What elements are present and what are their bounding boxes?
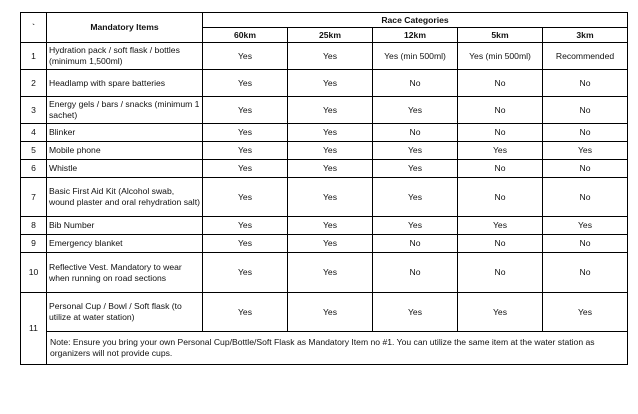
table-row [21,160,628,178]
item-name: Energy gels / bars / snacks (minimum 1 sachet) [47,97,203,124]
value-cell: Yes [288,97,373,124]
value-cell: Yes [288,142,373,160]
row-number: 10 [21,253,47,293]
value-cell: No [543,178,628,217]
mandatory-items-table [20,12,628,365]
category-header: 25km [288,28,373,43]
value-cell: Yes [203,97,288,124]
row-number: 5 [21,142,47,160]
value-cell: Yes [373,160,458,178]
item-name: Emergency blanket [47,235,203,253]
value-cell: No [543,97,628,124]
items-header: Mandatory Items [47,13,203,43]
value-cell: Recommended [543,43,628,70]
value-cell: Yes [288,124,373,142]
item-name: Reflective Vest. Mandatory to wear when running on road sections [47,253,203,293]
value-cell: Yes [373,142,458,160]
value-cell: Yes [203,124,288,142]
value-cell: No [458,253,543,293]
value-cell: Yes (min 500ml) [373,43,458,70]
row-number: 3 [21,97,47,124]
value-cell: No [543,160,628,178]
value-cell: No [458,160,543,178]
value-cell: Yes [373,97,458,124]
row-number: 2 [21,70,47,97]
value-cell: Yes [203,178,288,217]
table-row [21,43,628,70]
mandatory-items-table-container [20,12,628,365]
category-header: 12km [373,28,458,43]
value-cell: No [543,70,628,97]
table-row [21,293,628,332]
value-cell: Yes [288,178,373,217]
table-row [21,97,628,124]
table-row [21,142,628,160]
value-cell: Yes [288,253,373,293]
item-name: Personal Cup / Bowl / Soft flask (to utilize at water station) [47,293,203,332]
row-number: 8 [21,217,47,235]
value-cell: Yes [543,217,628,235]
note-text: Note: Ensure you bring your own Personal Cup/Bottle/Soft Flask as Mandatory Item no #1. You can utilize the same item at the water station as organizers will not provide cups. [47,332,628,365]
value-cell: Yes [373,178,458,217]
item-name: Blinker [47,124,203,142]
row-number: 1 [21,43,47,70]
value-cell: Yes [203,142,288,160]
value-cell: Yes (min 500ml) [458,43,543,70]
value-cell: Yes [288,217,373,235]
value-cell: No [458,70,543,97]
item-name: Basic First Aid Kit (Alcohol swab, wound plaster and oral rehydration salt) [47,178,203,217]
note-row [21,332,628,365]
value-cell: No [458,178,543,217]
table-row [21,124,628,142]
value-cell: No [543,124,628,142]
row-number: 9 [21,235,47,253]
row-number: 4 [21,124,47,142]
value-cell: Yes [458,217,543,235]
item-name: Bib Number [47,217,203,235]
race-categories-header: Race Categories [203,13,628,28]
value-cell: No [543,235,628,253]
category-header: 60km [203,28,288,43]
value-cell: Yes [288,70,373,97]
value-cell: Yes [288,235,373,253]
value-cell: No [373,70,458,97]
row-number: 7 [21,178,47,217]
category-header: 3km [543,28,628,43]
table-row [21,235,628,253]
value-cell: Yes [203,235,288,253]
value-cell: Yes [203,160,288,178]
value-cell: No [373,124,458,142]
corner-header: ` [21,13,47,43]
item-name: Hydration pack / soft flask / bottles (minimum 1,500ml) [47,43,203,70]
value-cell: No [458,235,543,253]
value-cell: No [458,124,543,142]
value-cell: No [543,253,628,293]
row-number: 6 [21,160,47,178]
value-cell: Yes [543,293,628,332]
item-name: Mobile phone [47,142,203,160]
value-cell: Yes [288,160,373,178]
value-cell: No [373,235,458,253]
value-cell: Yes [203,293,288,332]
table-row [21,217,628,235]
value-cell: Yes [458,293,543,332]
value-cell: No [373,253,458,293]
value-cell: Yes [203,253,288,293]
value-cell: Yes [203,70,288,97]
item-name: Whistle [47,160,203,178]
table-row [21,178,628,217]
value-cell: Yes [288,43,373,70]
value-cell: Yes [373,293,458,332]
value-cell: Yes [543,142,628,160]
value-cell: Yes [458,142,543,160]
value-cell: Yes [203,217,288,235]
table-row [21,70,628,97]
value-cell: Yes [373,217,458,235]
category-header: 5km [458,28,543,43]
value-cell: No [458,97,543,124]
table-row [21,253,628,293]
value-cell: Yes [203,43,288,70]
value-cell: Yes [288,293,373,332]
item-name: Headlamp with spare batteries [47,70,203,97]
row-number: 11 [21,293,47,365]
